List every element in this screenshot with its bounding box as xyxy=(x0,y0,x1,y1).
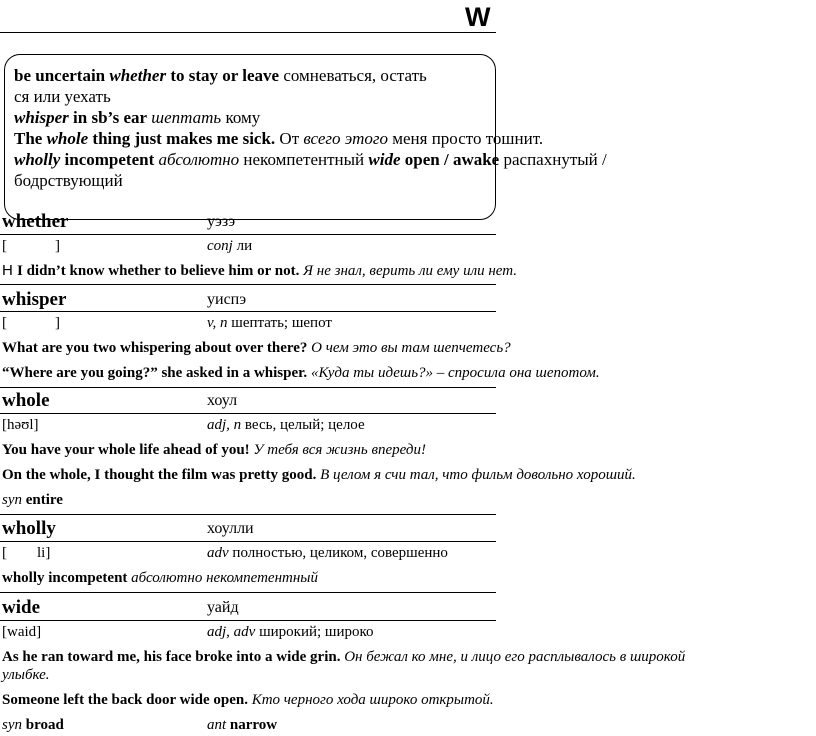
example-wide-1: As he ran toward me, his face broke into a wide grin. Он бежал ко мне, и лицо его расплывалось в широкой xyxy=(2,649,686,665)
example-whether-1: H I didn’t know whether to believe him or not. Я не знал, верить ли ему или нет. xyxy=(2,262,518,279)
rule-whisper xyxy=(0,311,496,312)
ipa-whole: [həʊl] xyxy=(2,417,39,433)
synonym-whole: syn entire xyxy=(2,492,63,508)
ipa-wholly: [ li] xyxy=(2,545,51,561)
headword-whisper: whisper xyxy=(2,289,67,310)
headword-whether: whether xyxy=(2,211,69,232)
box-line-2: ся или уехать xyxy=(14,87,111,106)
example-whole-2: On the whole, I thought the film was pretty good. В целом я счи тал, что фильм довольно хороший. xyxy=(2,467,636,483)
pron-whisper: уиспэ xyxy=(207,291,247,308)
pron-wide: уайд xyxy=(207,599,239,616)
rule-whole-top xyxy=(0,387,496,388)
gram-wholly: adv полностью, целиком, совершенно xyxy=(207,545,448,561)
synonym-wide: syn broad xyxy=(2,717,64,733)
rule-whole xyxy=(0,413,496,414)
example-wide-1-cont: улыбке. xyxy=(2,667,50,683)
ipa-wide: [waid] xyxy=(2,624,42,640)
rule-wide-top xyxy=(0,592,496,593)
box-line-5: wholly incompetent абсолютно некомпетентный wide open / awake распахнутый / xyxy=(14,150,607,169)
antonym-wide: ant narrow xyxy=(207,717,278,733)
headword-wholly: wholly xyxy=(2,518,56,539)
headword-wide: wide xyxy=(2,597,40,618)
pron-wholly: хоулли xyxy=(207,520,254,537)
gram-whether: conj ли xyxy=(207,238,253,254)
example-whisper-1: What are you two whispering about over there? О чем это вы там шепчетесь? xyxy=(2,340,511,356)
rule-wholly-top xyxy=(0,514,496,515)
example-wide-2: Someone left the back door wide open. Кто черного хода широко открытой. xyxy=(2,692,494,708)
page-letter: W xyxy=(465,2,491,32)
ipa-whether: [ ] xyxy=(2,238,60,254)
gram-whisper: v, n шептать; шепот xyxy=(207,315,332,331)
rule-whisper-top xyxy=(0,284,496,285)
pron-whether: уэзэ xyxy=(207,213,236,230)
gram-whole: adj, n весь, целый; целое xyxy=(207,417,365,433)
pron-whole: хоул xyxy=(207,392,238,409)
box-line-3: whisper in sb’s ear шептать кому xyxy=(14,108,261,127)
rule-wholly xyxy=(0,541,496,542)
example-wholly-1: wholly incompetent абсолютно некомпетентный xyxy=(2,570,318,586)
gram-wide: adj, adv широкий; широко xyxy=(207,624,374,640)
box-line-1: be uncertain whether to stay or leave сомневаться, остать xyxy=(14,66,427,85)
rule-whether xyxy=(0,234,496,235)
box-line-4: The whole thing just makes me sick. От всего этого меня просто тошнит. xyxy=(14,129,544,148)
header-rule xyxy=(0,32,496,33)
headword-whole: whole xyxy=(2,390,50,411)
ipa-whisper: [ ] xyxy=(2,315,60,331)
box-line-6: бодрствующий xyxy=(14,171,123,190)
rule-wide xyxy=(0,620,496,621)
example-whole-1: You have your whole life ahead of you! У тебя вся жизнь впереди! xyxy=(2,442,426,458)
example-whisper-2: “Where are you going?” she asked in a whisper. «Куда ты идешь?» – спросила она шепотом. xyxy=(2,365,600,381)
